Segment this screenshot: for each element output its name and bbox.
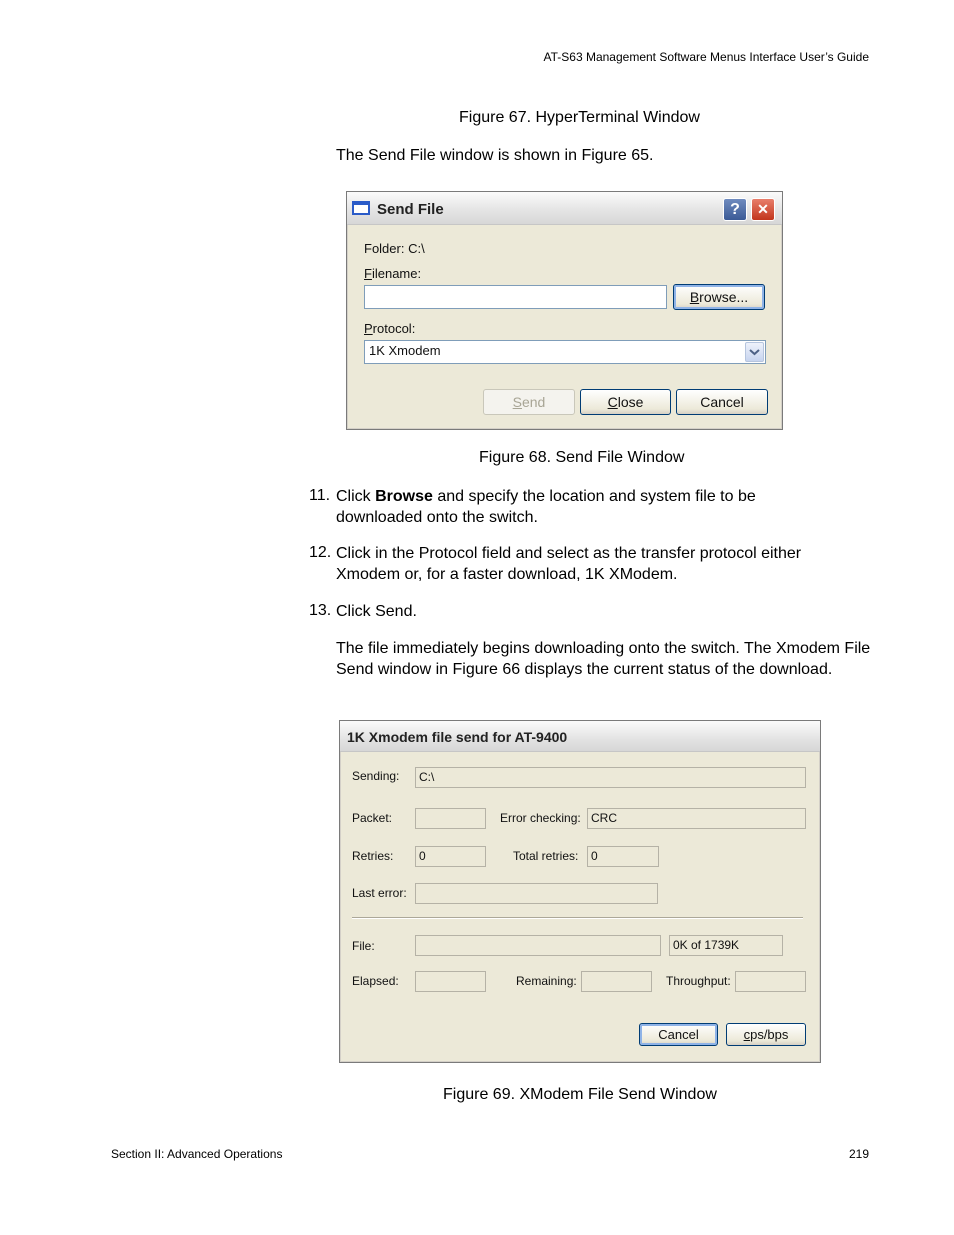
step-11-text: Click Browse and specify the location and system file to be downloaded onto the switch. — [336, 488, 756, 526]
send-file-titlebar — [347, 192, 782, 225]
folder-value: C:\ — [408, 241, 425, 256]
send-button[interactable]: Send — [483, 389, 575, 415]
step-12-text: Click in the Protocol field and select as the transfer protocol either Xmodem or, for a faster download, 1K XModem. — [336, 545, 802, 583]
step-13-text: Click Send. — [336, 603, 417, 620]
help-button[interactable] — [723, 198, 747, 221]
running-header: AT-S63 Management Software Menus Interface User’s Guide — [543, 50, 869, 64]
send-file-window — [346, 191, 783, 430]
protocol-label: Protocol: — [364, 321, 416, 336]
packet-label: Packet: — [352, 811, 393, 825]
step-number: 12. — [309, 544, 332, 561]
help-icon: ? — [730, 201, 740, 218]
remaining-field — [581, 971, 652, 992]
folder-label: Folder: C:\ — [364, 241, 425, 256]
cancel-button[interactable]: Cancel — [676, 389, 768, 415]
elapsed-field — [415, 971, 486, 992]
cps-bps-button[interactable]: cps/bps — [726, 1023, 806, 1046]
last-error-field — [415, 883, 658, 904]
packet-field — [415, 808, 486, 829]
close-icon: ✕ — [757, 201, 769, 217]
xmodem-send-window — [339, 720, 821, 1063]
close-button[interactable]: Close — [580, 389, 671, 415]
figure-67-caption: Figure 67. HyperTerminal Window — [459, 109, 700, 126]
filename-input[interactable] — [364, 285, 667, 309]
chevron-down-icon — [746, 343, 763, 361]
retries-field: 0 — [415, 846, 486, 867]
download-status-paragraph: The file immediately begins downloading onto the switch. The Xmodem File Send window in Figure 66 displays the current status of the download. — [336, 640, 871, 678]
file-progress-bar — [415, 935, 661, 956]
throughput-field — [735, 971, 806, 992]
footer-section: Section II: Advanced Operations — [111, 1147, 283, 1161]
last-error-label: Last error: — [352, 886, 407, 900]
throughput-label: Throughput: — [666, 974, 731, 988]
xmodem-body — [341, 752, 819, 1061]
protocol-selected-value: 1K Xmodem — [369, 343, 441, 358]
window-icon — [352, 201, 370, 215]
retries-label: Retries: — [352, 849, 394, 863]
figure-68-caption: Figure 68. Send File Window — [479, 449, 685, 466]
step-number: 13. — [309, 602, 332, 619]
browse-emphasis: Browse — [375, 488, 433, 505]
filename-label: Filename: — [364, 266, 422, 281]
file-size-field: 0K of 1739K — [669, 935, 783, 956]
error-checking-label: Error checking: — [500, 811, 581, 825]
step-number: 11. — [309, 487, 331, 504]
xmodem-cancel-button[interactable]: Cancel — [639, 1023, 718, 1046]
xmodem-title: 1K Xmodem file send for AT-9400 — [347, 729, 568, 745]
error-checking-field: CRC — [587, 808, 806, 829]
footer-page-number: 219 — [848, 1147, 869, 1161]
xmodem-titlebar — [340, 721, 820, 752]
total-retries-field: 0 — [587, 846, 659, 867]
elapsed-label: Elapsed: — [352, 974, 399, 988]
close-window-button[interactable] — [751, 198, 775, 221]
sending-label: Sending: — [352, 769, 400, 783]
total-retries-label: Total retries: — [513, 849, 579, 863]
intro-paragraph: The Send File window is shown in Figure 65. — [336, 147, 654, 164]
separator — [352, 917, 803, 919]
file-label: File: — [352, 939, 375, 953]
remaining-label: Remaining: — [516, 974, 577, 988]
send-file-title: Send File — [377, 201, 444, 218]
protocol-select[interactable] — [364, 340, 766, 364]
sending-field: C:\ — [415, 767, 806, 788]
browse-button[interactable]: Browse... — [673, 284, 765, 310]
dropdown-arrow-button[interactable] — [745, 342, 764, 362]
figure-69-caption: Figure 69. XModem File Send Window — [443, 1086, 717, 1103]
